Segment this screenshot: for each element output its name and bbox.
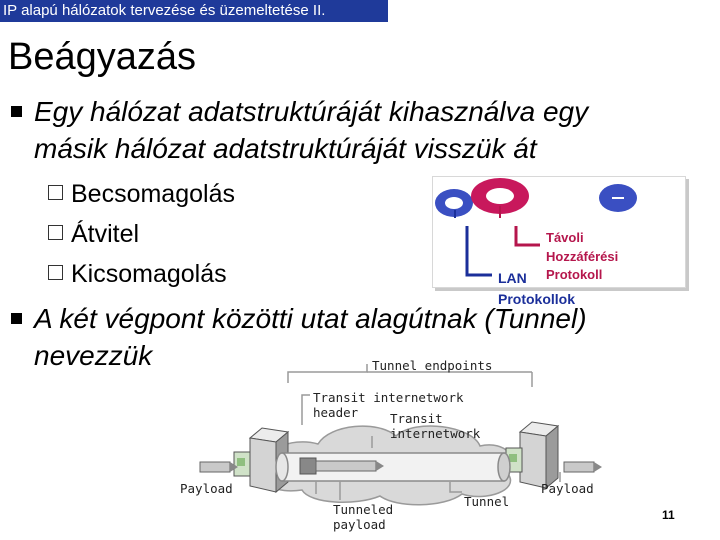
bullet-2-line-2: nevezzük bbox=[34, 340, 153, 371]
label-tunnel-endpoints: Tunnel endpoints bbox=[372, 358, 493, 373]
label-transit-internet-2: internetwork bbox=[390, 426, 481, 441]
slide-title: Beágyazás bbox=[8, 36, 197, 78]
course-title: IP alapú hálózatok tervezése és üzemeltetése II. bbox=[3, 2, 326, 19]
label-protokollok: Protokollok bbox=[498, 291, 576, 307]
label-transit-header-2: header bbox=[313, 405, 359, 420]
subitem-2-label: Átvitel bbox=[71, 220, 140, 248]
subitem-1-label: Becsomagolás bbox=[71, 180, 235, 208]
right-server-icon bbox=[506, 422, 558, 488]
bullet-1-line-2: másik hálózat adatstruktúráját visszük át bbox=[34, 133, 537, 164]
label-payload-left: Payload bbox=[180, 481, 233, 496]
label-tunnel: Tunnel bbox=[464, 494, 510, 509]
label-transit-internet-1: Transit bbox=[390, 411, 443, 426]
label-tunneled-2: payload bbox=[333, 517, 386, 532]
bullet-1-line-1: Egy hálózat adatstruktúráját kihasználva egy bbox=[34, 96, 589, 127]
bullet-2-line-1: A két végpont közötti utat alagútnak (Tunnel) bbox=[34, 303, 587, 334]
left-payload-packet-icon bbox=[200, 462, 238, 472]
label-tunneled-1: Tunneled bbox=[333, 502, 394, 517]
right-payload-packet-icon bbox=[560, 462, 602, 482]
label-protokoll: Protokoll bbox=[546, 267, 603, 282]
label-transit-header-1: Transit internetwork bbox=[313, 390, 464, 405]
label-hozzaferesi: Hozzáférési bbox=[546, 249, 619, 264]
label-payload-right: Payload bbox=[541, 481, 594, 496]
label-tavoli: Távoli bbox=[546, 230, 584, 245]
label-lan: LAN bbox=[498, 270, 527, 286]
page-number: 11 bbox=[662, 508, 675, 522]
subitem-3-label: Kicsomagolás bbox=[71, 260, 227, 288]
